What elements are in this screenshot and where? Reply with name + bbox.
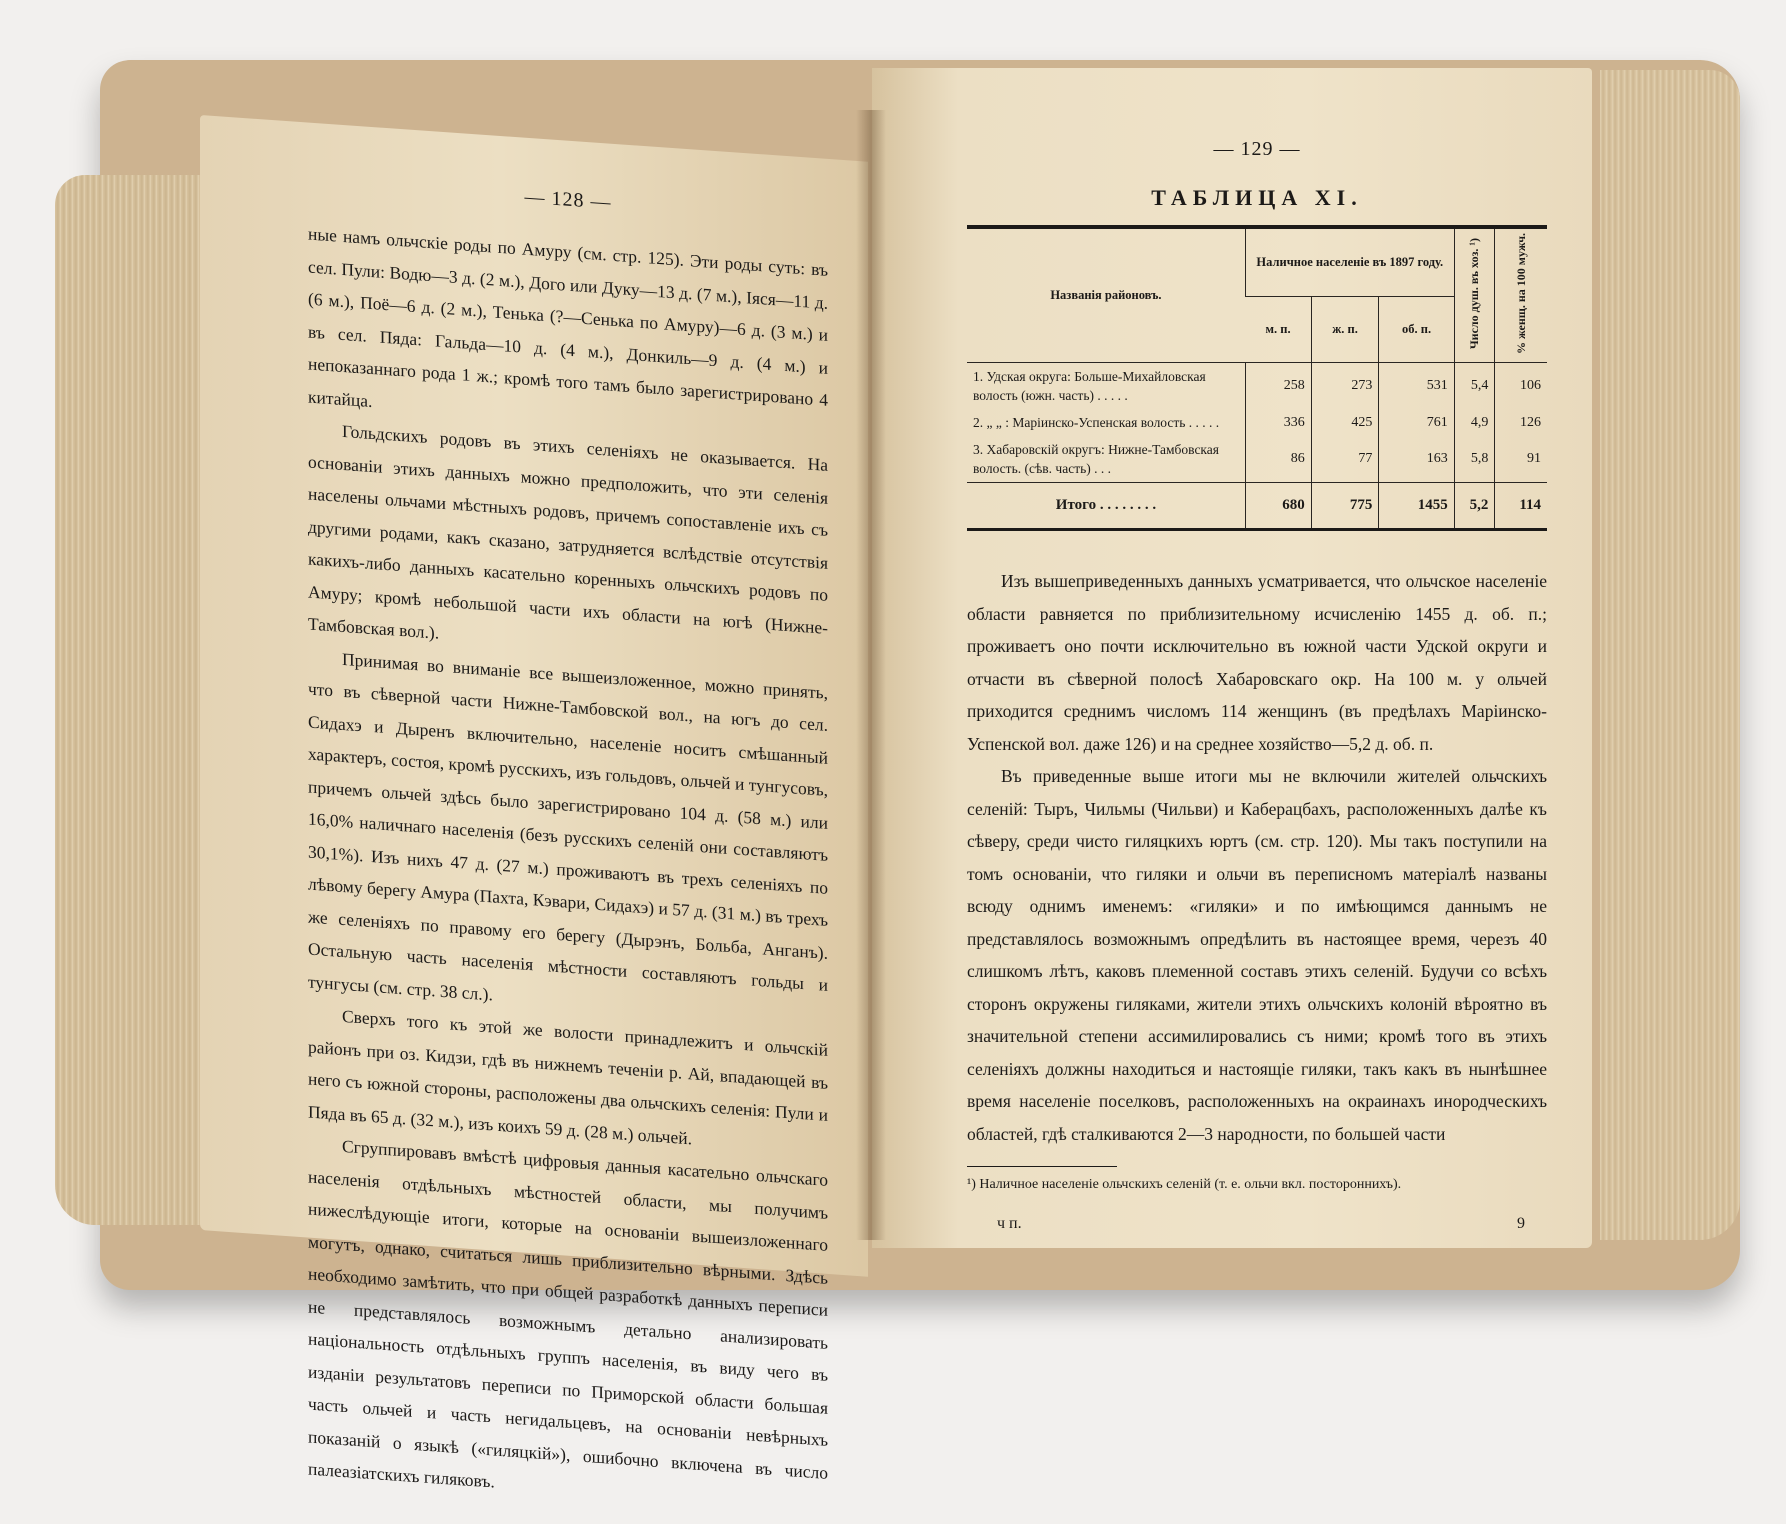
footnote-rule [967,1166,1117,1167]
left-paragraph-1: ные намъ ольчскіе роды по Амуру (см. стр. 125). Эти роды суть: въ сел. Пули: Водю—3 д. (2 м.), Дого или Дуку—13 д. (7 м.), Іяся—11 д. (6 м.), Поё—6 д. (2 м.), Тенька (?—Сенька по Амуру)—6 д. (3 м.) и въ сел. Пяда: Гальда—10 д. (4 м.), Донкиль—9 д. (4 м.) и непоказаннаго рода 1 ж.; кромѣ того тамъ было зарегистрировано 4 китайца. [308,223,828,411]
signature-mark: ч п. [997,1215,1022,1233]
table-header-zhp: ж. п. [1311,297,1379,363]
total-wm: 114 [1495,483,1547,530]
right-paragraph-2: Въ приведенные выше итоги мы не включили жителей ольчскихъ селеній: Тыръ, Чильмы (Чильви) и Каберацбахъ, расположенныхъ далѣе къ сѣверу, среди чисто гиляцкихъ юртъ (см. стр. 120). Мы такъ поступили на томъ основаніи, что гиляки и ольчи въ переписномъ матеріалѣ названы всюду однимъ именемъ: «гиляки» и по имѣющимся даннымъ не представлялось возможнымъ опредѣлить въ настоящее время, черезъ 40 слишкомъ лѣтъ, каковъ племенной составъ этихъ селеній. Будучи со всѣхъ сторонъ окружены гиляками, жители этихъ ольчскихъ колоній вѣроятно въ значительной степени ассимилировались съ ними; кромѣ того въ этихъ селеніяхъ должны находиться и настоящіе гиляки, такъ какъ въ нынѣшнее время населеніе поселковъ, расположенныхъ на окраинахъ инородческихъ областей, гдѣ сталкиваются 2—3 народности, по большей части [967,766,1547,1144]
table-header-mp: м. п. [1245,297,1311,363]
row-obp: 531 [1379,363,1454,410]
left-paragraph-4: Сверхъ того къ этой же волости принадлежитъ и ольчскій районъ при оз. Кидзи, гдѣ въ нижнемъ теченіи р. Ай, впадающей въ него съ южной стороны, расположены два ольчскихъ селенія: Пули и Пяда въ 65 д. (32 м.), изъ коихъ 59 д. (28 м.) ольчей. [308,1005,828,1148]
right-page [872,68,1592,1248]
table-header-population: Наличное населеніе въ 1897 году. [1245,227,1454,297]
right-page-number: — 129 — [1213,138,1301,160]
row-obp: 163 [1379,436,1454,483]
row-hh: 5,8 [1454,436,1495,483]
row-mp: 258 [1245,363,1311,410]
right-paragraph-1: Изъ вышеприведенныхъ данныхъ усматривается, что ольчское населеніе области равняется по приблизительному исчисленію 1455 д. об. п.; проживаетъ оно почти исключительно въ южной части Удской округи и отчасти въ сѣверной полосѣ Хабаровскаго окр. На 100 м. у ольчей приходится среднимъ числомъ 114 женщинъ (въ предѣлахъ Маріинско-Успенской вол. даже 126) и на среднее хозяйство—5,2 д. об. п. [967,571,1547,754]
page-edges-right [1600,70,1740,1240]
population-table [967,225,1547,531]
row-hh: 5,4 [1454,363,1495,410]
total-zhp: 775 [1311,483,1379,530]
table-total-row [967,483,1547,530]
book-gutter [856,110,886,1240]
total-obp: 1455 [1379,483,1454,530]
left-paragraph-5: Сгруппировавъ вмѣстѣ цифровыя данныя касательно ольчскаго населенія отдѣльныхъ мѣстностей области, мы получимъ нижеслѣдующіе итоги, которые на основаніи вышеизложеннаго могутъ, однако, считаться лишь приблизительно вѣрными. Здѣсь необходимо замѣтить, что при общей разработкѣ данныхъ переписи не представлялось возможнымъ детально анализировать національность отдѣльныхъ группъ населенія, въ виду чего въ изданіи результатовъ переписи по Приморской области большая часть ольчей и часть негидальцевъ, на основаніи невѣрныхъ показаній о языкѣ («гиляцкій»), ошибочно включена въ число палеазіатскихъ гиляковъ. [308,1135,828,1492]
signature-number: 9 [1517,1215,1525,1233]
table-header-obp: об. п. [1379,297,1454,363]
total-name: Итого . . . . . . . . [967,483,1245,530]
left-page [200,115,868,1492]
left-page-number: — 128 — [524,185,612,214]
table-row [967,363,1547,410]
row-zhp: 273 [1311,363,1379,410]
table-header-women-per-100: % женщ. на 100 мужч. [1495,227,1547,363]
row-wm: 106 [1495,363,1547,410]
left-page-text [308,171,828,1522]
total-hh: 5,2 [1454,483,1495,530]
row-zhp: 425 [1311,409,1379,436]
row-name: 2. „ „ : Маріинско-Успенская волость . . . . . [973,415,1220,431]
left-paragraph-2: Гольдскихъ родовъ въ этихъ селеніяхъ не оказывается. На основаніи этихъ данныхъ можно предположить, что эти селенія населены ольчами мѣстныхъ родовъ, причемъ сопоставленіе ихъ съ другими родами, какъ сказано, затрудняется вслѣдствіе отсутствія какихъ-либо данныхъ касательно коренныхъ ольчскихъ родовъ по Амуру; кромѣ небольшой части ихъ области на югѣ (Нижне-Тамбовская вол.). [308,420,828,643]
table-header-name: Названія районовъ. [967,227,1245,363]
table-title: ТАБЛИЦА XI. [1151,185,1363,210]
footnote: ¹) Наличное населеніе ольчскихъ селеній (т. е. ольчи вкл. постороннихъ). [967,1177,1402,1193]
row-zhp: 77 [1311,436,1379,483]
total-mp: 680 [1245,483,1311,530]
row-mp: 336 [1245,409,1311,436]
row-wm: 91 [1495,436,1547,483]
row-name: 1. Удская округа: Больше-Михайловская волость (южн. часть) . . . . . [973,369,1206,404]
table-row [967,436,1547,483]
row-wm: 126 [1495,409,1547,436]
row-mp: 86 [1245,436,1311,483]
page-edges-left [55,175,205,1225]
table-header-per-household: Число душ. въ хоз. ¹) [1454,227,1495,363]
table-row [967,409,1547,436]
left-paragraph-3: Принимая во вниманіе все вышеизложенное, можно принять, что въ сѣверной части Нижне-Тамбовской вол., на югъ до сел. Сидахэ и Дыренъ включительно, населеніе носитъ смѣшанный характеръ, состоя, кромѣ русскихъ, изъ гольдовъ, ольчей и тунгусовъ, причемъ ольчей здѣсь было зарегистрировано 104 д. (58 м.) или 16,0% наличнаго населенія (безъ русскихъ селеній они составляютъ 30,1%). Изъ нихъ 47 д. (27 м.) проживаютъ въ трехъ селеніяхъ по лѣвому берегу Амура (Пахта, Кэвари, Сидахэ) и 57 д. (31 м.) въ трехъ же селеніяхъ по правому его берегу (Дырэнъ, Больба, Анганъ). Остальную часть населенія мѣстности составляютъ гольды и тунгусы (см. стр. 38 сл.). [308,648,828,1004]
row-name: 3. Хабаровскій округъ: Нижне-Тамбовская волость. (сѣв. часть) . . . [973,442,1219,477]
right-page-text [967,138,1547,1233]
row-obp: 761 [1379,409,1454,436]
row-hh: 4,9 [1454,409,1495,436]
signature-row [967,1215,1547,1233]
